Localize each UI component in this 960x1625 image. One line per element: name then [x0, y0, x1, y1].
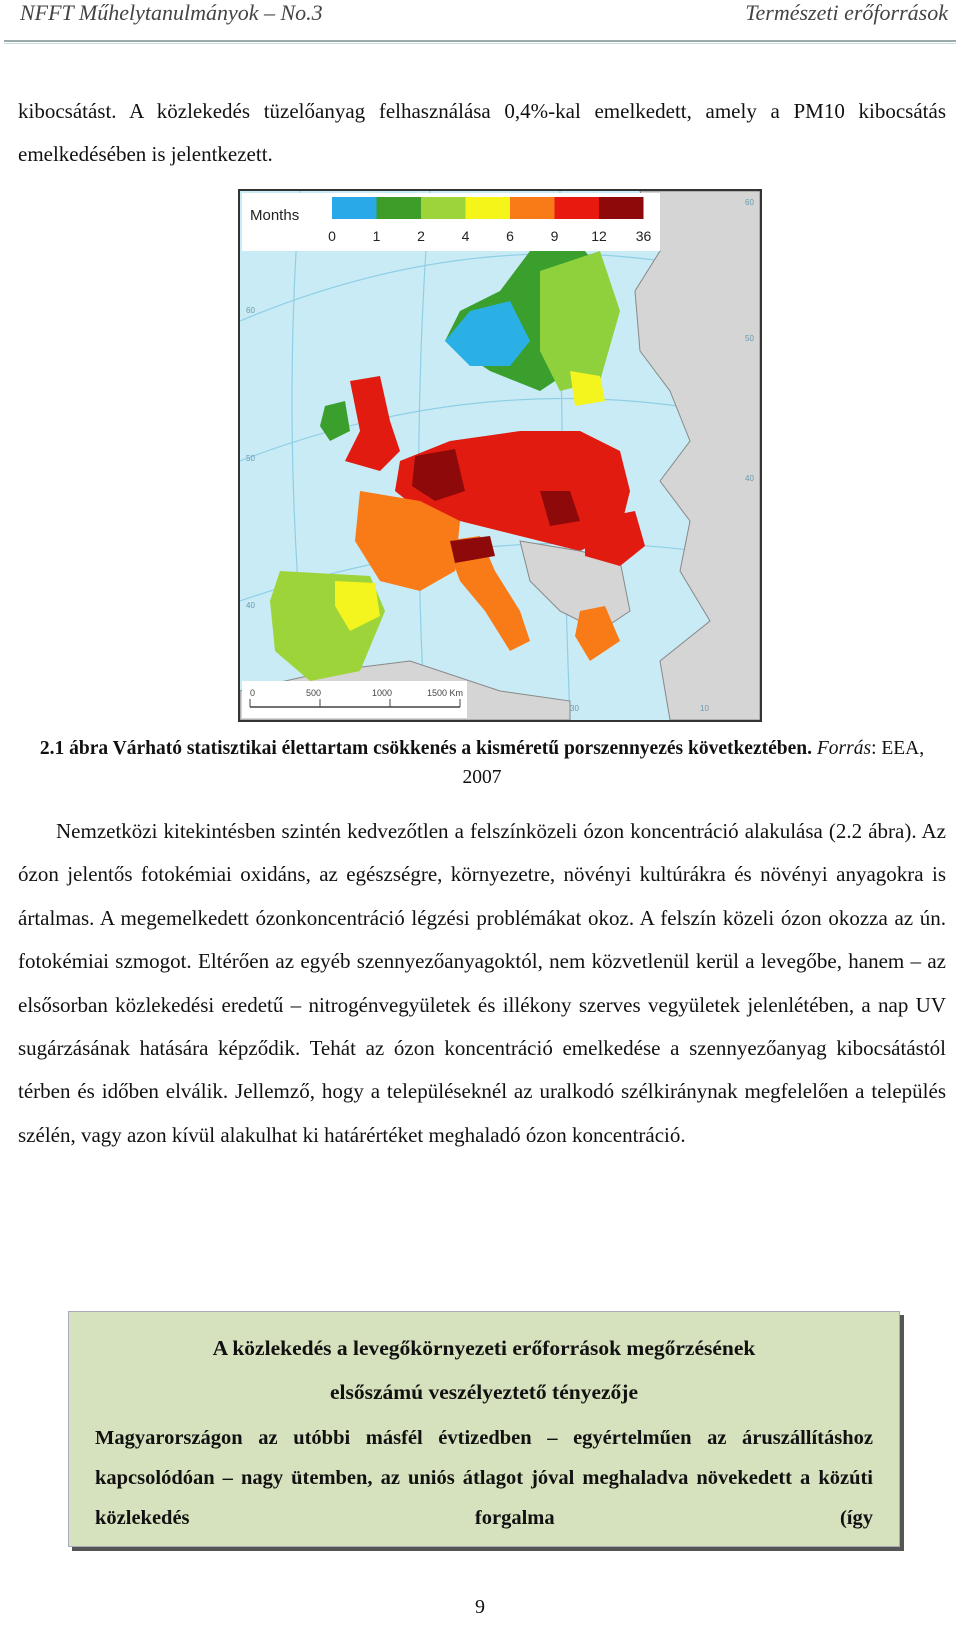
- europe-map-figure: [238, 189, 762, 722]
- baltics-north: [570, 371, 605, 406]
- figure-caption: [18, 734, 946, 792]
- legend-swatch: [599, 197, 644, 219]
- longitude-label: 60: [745, 198, 754, 207]
- latitude-label: 40: [246, 601, 255, 610]
- longitude-label: 50: [745, 334, 754, 343]
- header-series-title: NFFT Műhelytanulmányok – No.3: [20, 0, 323, 25]
- legend-swatch: [421, 197, 466, 219]
- running-header: [20, 0, 948, 34]
- legend-tick-label: 12: [591, 228, 607, 244]
- caption-main: 2.1 ábra Várható statisztikai élettartam csökkenés a kisméretű porszennyezés következtében.: [39, 738, 812, 759]
- legend-swatch: [332, 197, 377, 219]
- legend-swatches: [332, 197, 644, 219]
- legend-title: Months: [250, 207, 300, 224]
- header-rule-shadow: [4, 43, 956, 44]
- legend-swatch: [377, 197, 422, 219]
- scale-tick: 0: [250, 688, 256, 698]
- longitude-label: 30: [570, 704, 579, 713]
- caption-source-rest: : EEA, 2007: [462, 738, 925, 788]
- scale-tick: 1000: [372, 688, 393, 698]
- highlight-box-title: [69, 1326, 899, 1414]
- highlight-title-line1: A közlekedés a levegőkörnyezeti erőforrások megőrzésének: [212, 1336, 756, 1360]
- legend-tick-label: 1: [372, 228, 381, 244]
- latitude-label: 50: [246, 454, 255, 463]
- highlight-title-line2: elsőszámú veszélyeztető tényezője: [329, 1380, 639, 1404]
- intro-paragraph: kibocsátást. A közlekedés tüzelőanyag felhasználása 0,4%-kal emelkedett, amely a PM10 kibocsátás emelkedésében is jelentkezett.: [18, 99, 946, 167]
- legend-tick-label: 9: [550, 228, 559, 244]
- highlight-box: [68, 1311, 900, 1547]
- legend-tick-label: 6: [506, 228, 514, 244]
- header-chapter-title: Természeti erőforrások: [745, 0, 948, 25]
- scale-tick: 500: [306, 688, 322, 698]
- legend-swatch: [555, 197, 600, 219]
- body-paragraph: Nemzetközi kitekintésben szintén kedvezőtlen a felszínközeli ózon koncentráció alakulása (2.2 ábra). Az ózon jelentős fotokémiai oxidáns, az egészségre, környezetre, növényi kultúrákra és növényi anyagokra is ártalmas. A megemelkedett ózonkoncentráció légzési problémákat okoz. A felszín közeli ózon okozza az ún. fotokémiai szmogot. Eltérően az egyéb szennyezőanyagoktól, nem közvetlenül kerül a levegőbe, hanem – az elsősorban közlekedési eredetű – nitrogénvegyületek és illékony szerves vegyületek jelenlétében, a nap UV sugárzásának hatására képződik. Tehát az ózon koncentráció emelkedése a szennyezőanyag kibocsátástól térben és időben elválik. Jellemző, hogy a településeknél az uralkodó szélkiránynak megfelelően a település szélén, vagy azon kívül alakulhat ki határértéket meghaladó ózon koncentráció.: [18, 819, 946, 1147]
- scale-tick: 1500 Km: [427, 688, 464, 698]
- caption-source-label: Forrás: [816, 738, 872, 759]
- highlight-box-text: Magyarországon az utóbbi másfél évtizedben – egyértelműen az áruszállításhoz kapcsolódóan – nagy ütemben, az uniós átlagot jóval meghaladva növekedett a közúti közlekedés forgalma (így: [95, 1427, 873, 1529]
- scale-bar: [242, 681, 467, 718]
- legend-tick-label: 36: [635, 228, 652, 244]
- longitude-label: 10: [700, 704, 709, 713]
- longitude-label: 40: [745, 474, 754, 483]
- page-number: 9: [475, 1596, 485, 1618]
- latitude-label: 60: [246, 306, 255, 315]
- header-rule: [4, 40, 956, 42]
- legend-tick-label: 2: [417, 228, 425, 244]
- legend-tick-label: 4: [461, 228, 470, 244]
- legend-tick-label: 0: [328, 228, 336, 244]
- europe-map: [240, 191, 760, 720]
- legend-swatch: [510, 197, 555, 219]
- legend-swatch: [466, 197, 511, 219]
